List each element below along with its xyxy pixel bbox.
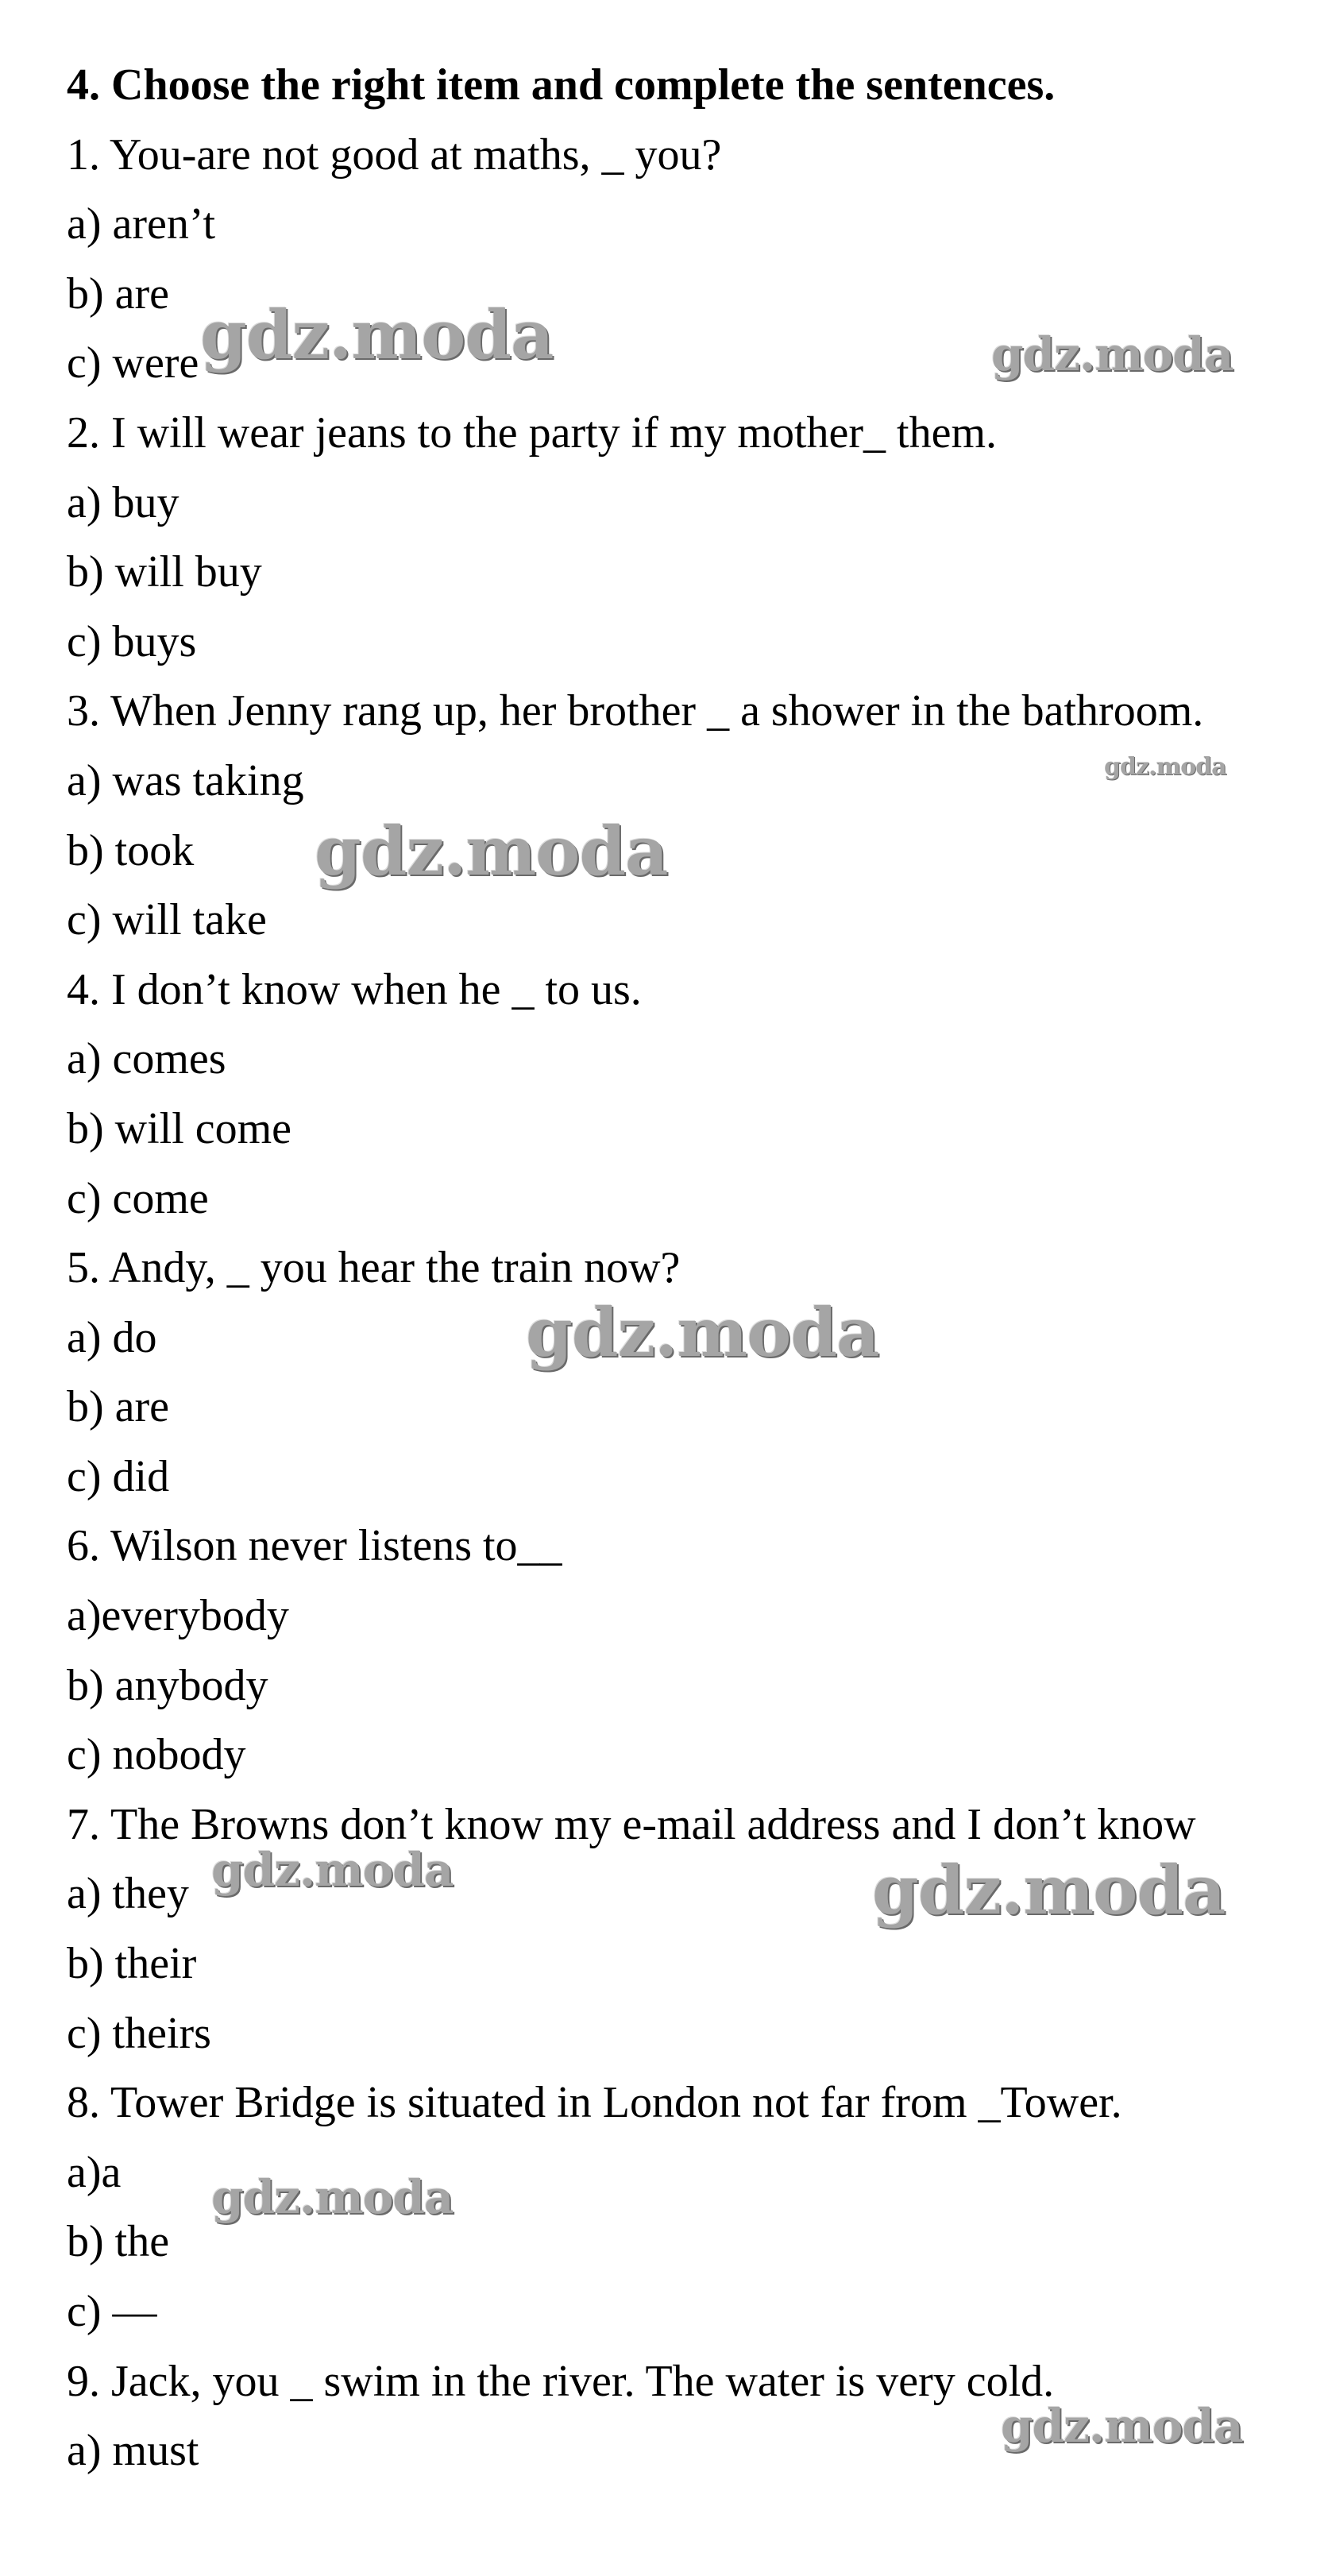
option-c: c) — xyxy=(67,2287,157,2336)
option-b: b) anybody xyxy=(67,1660,268,1710)
option-c: c) were xyxy=(67,338,199,388)
watermark: gdz.moda xyxy=(211,2170,454,2224)
option-a: a) comes xyxy=(67,1034,226,1084)
watermark: gdz.moda xyxy=(526,1293,879,1372)
watermark: gdz.moda xyxy=(991,327,1233,381)
question-stem: 7. The Browns don’t know my e-mail address and I don’t know xyxy=(67,1799,1196,1849)
question-stem: 4. I don’t know when he _ to us. xyxy=(67,964,642,1014)
question-stem: 3. When Jenny rang up, her brother _ a shower in the bathroom. xyxy=(67,686,1204,736)
watermark: gdz.moda xyxy=(200,295,554,374)
option-c: c) did xyxy=(67,1451,170,1501)
question-2 xyxy=(67,399,1306,677)
option-b: b) will buy xyxy=(67,547,262,597)
watermark: gdz.moda xyxy=(1001,2399,1243,2453)
option-a: a) aren’t xyxy=(67,199,216,249)
option-a: a)a xyxy=(67,2147,122,2197)
option-b: b) are xyxy=(67,1382,170,1432)
question-3 xyxy=(67,677,1306,955)
question-stem: 1. You-are not good at maths, _ you? xyxy=(67,129,722,180)
option-c: c) nobody xyxy=(67,1730,246,1780)
option-b: b) will come xyxy=(67,1103,292,1153)
option-c: c) theirs xyxy=(67,2008,211,2058)
exercise-document xyxy=(67,51,1306,2486)
option-b: b) their xyxy=(67,1939,197,1989)
question-6 xyxy=(67,1512,1306,1790)
watermark: gdz.moda xyxy=(211,1843,454,1897)
option-b: b) took xyxy=(67,825,195,875)
option-c: c) buys xyxy=(67,616,197,666)
watermark: gdz.moda xyxy=(872,1851,1226,1929)
option-a: a) must xyxy=(67,2426,199,2476)
option-b: b) are xyxy=(67,268,170,319)
option-c: c) will take xyxy=(67,895,267,945)
exercise-title: 4. Choose the right item and complete the sentences. xyxy=(67,60,1056,110)
question-stem: 2. I will wear jeans to the party if my mother_ them. xyxy=(67,407,998,458)
question-stem: 5. Andy, _ you hear the train now? xyxy=(67,1243,681,1293)
option-b: b) the xyxy=(67,2217,170,2267)
question-7 xyxy=(67,1790,1306,2068)
watermark: gdz.moda xyxy=(315,812,668,890)
watermark: gdz.moda xyxy=(1104,753,1226,781)
question-stem: 9. Jack, you _ swim in the river. The water is very cold. xyxy=(67,2356,1055,2406)
option-a: a) buy xyxy=(67,477,180,527)
question-stem: 6. Wilson never listens to__ xyxy=(67,1521,562,1571)
option-a: a)everybody xyxy=(67,1591,289,1641)
option-c: c) come xyxy=(67,1173,209,1223)
option-a: a) they xyxy=(67,1869,189,1919)
option-a: a) do xyxy=(67,1312,157,1362)
question-stem: 8. Tower Bridge is situated in London not far from _Tower. xyxy=(67,2078,1122,2128)
question-4 xyxy=(67,956,1306,1234)
option-a: a) was taking xyxy=(67,755,304,805)
question-5 xyxy=(67,1234,1306,1512)
